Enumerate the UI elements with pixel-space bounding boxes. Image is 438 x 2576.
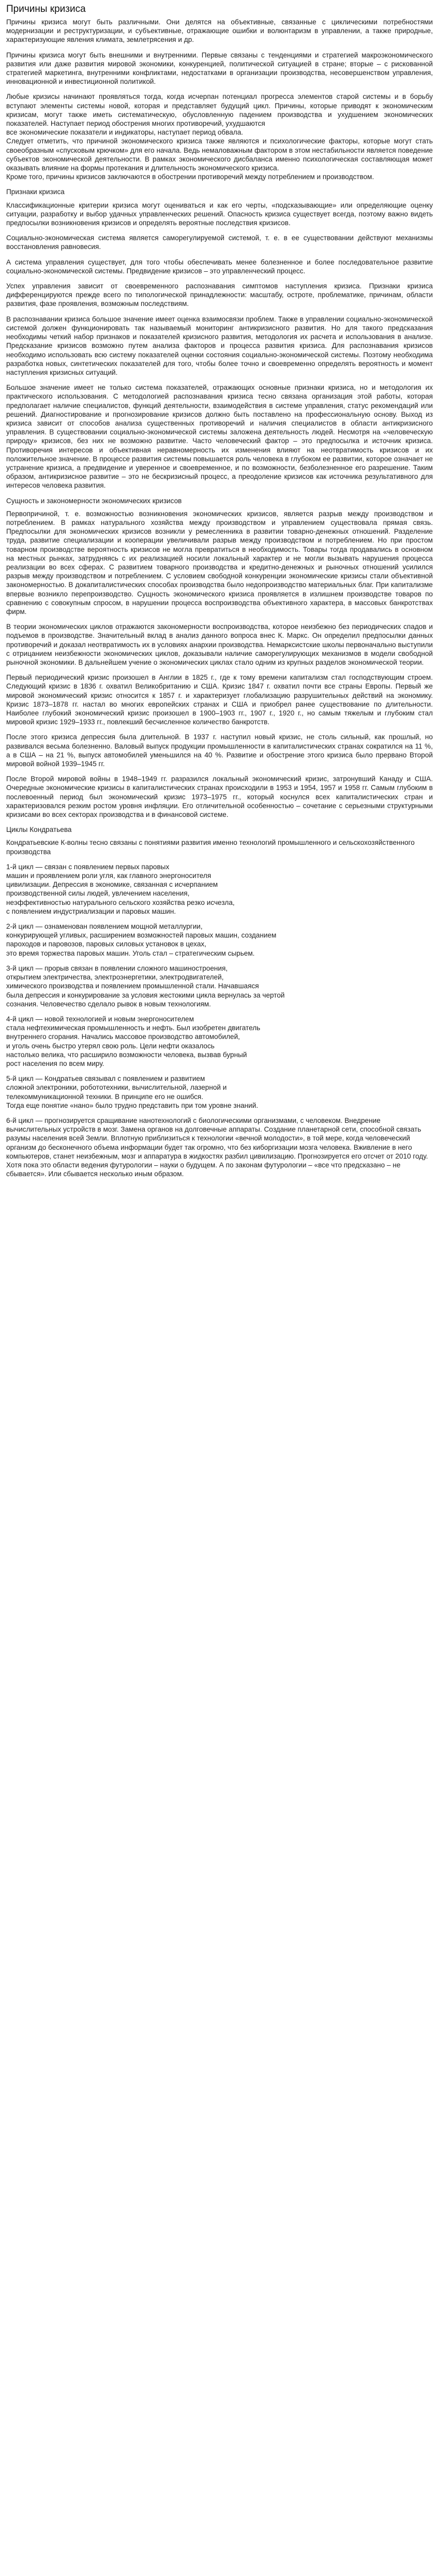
document	[0, 0, 438, 1190]
paragraph-line: Первый периодический кризис произошел в Англии в 1825 г., где к тому времени капитализм стал господствующим строем. Следующий кризис в 1836 г. охватил Великобританию и США. Кризис 1847 г. охватил почти все страны Европы. Первый же мировой экономический кризис относится к 1857 г. и характеризует глобализацию разрушительных действий на экономику. Кризис 1873–1878 гг. настал во многих европейских странах и США и приобрел ранее существование по длительности. Наиболее глубокий экономический кризис произошел в 1900–1903 гг., 1907 г., 1920 г., но самым тяжелым и глубоким стал мировой кризис 1929–1933 гг., повлекший бесчисленное количество банкротств.	[6, 674, 433, 726]
paragraph-line: Большое значение имеет не только система показателей, отражающих основные признаки кризиса, но и методология их практического использования. С методологией распознавания кризиса тесно связана организация этой работы, которая предполагает наличие специалистов, функций деятельности, взаимодействия в системе управления, статус рекомендаций или решений. Диагностирование и прогнозирование кризисов должно быть поставлено на профессиональную основу. Выход из кризиса зависит от способов анализа существенных противоречий и наличия специалистов в области антикризисного управления. В существовании социально-экономической системы заложена деятельность людей. Несмотря на «человеческую природу» кризисов, без них не возможно развитие. Часто человеческий фактор – это предпосылка и источник кризиса. Противоречия интересов и объективная неравномерность их изменения влияют на неотвратимость кризисов и их положительное значение. В процессе развития системы повышается роль человека в глубоком ее развитии, которое означает не устранение кризиса, а предвидение и уверенное и своевременное, и по возможности, безболезненное его разрешение. Таким образом, антикризисное развитие – это не бескризисный процесс, а преодоление кризисов как источника результативного для интересов человека развития.	[6, 384, 433, 490]
section-heading	[6, 825, 433, 834]
paragraph-line: 5-й цикл — Кондратьев связывал с появлением и развитием	[6, 1075, 205, 1083]
paragraph	[6, 92, 433, 181]
paragraph-line: телекоммуникационной техники. В принципе его не ошибся.	[6, 1092, 204, 1101]
paragraph-line: конкурирующей угливых, расширением возможностей паровых машин, созданием	[6, 931, 277, 940]
paragraph-line: внутреннего сгорания. Начались массовое производство автомобилей,	[6, 1033, 240, 1041]
paragraph-line: Причины кризиса могут быть различными. Они делятся на объективные, связанные с циклическими потребностями модернизации и реструктуризации, и субъективные, отражающие ошибки и волюнтаризм в управлении, а также природные, характеризующие явления климата, землетрясения и др.	[6, 18, 433, 44]
paragraph-line: машин и проявлением роли угля, как главного энергоносителя	[6, 872, 212, 880]
paragraph-line: 4-й цикл — новой технологией и новым энергоносителем	[6, 1015, 194, 1023]
paragraph	[6, 1116, 433, 1178]
paragraph-line: Классификационные критерии кризиса могут оцениваться и как его черты, «подсказывающие» или определяющие оценку ситуации, разработку и выбор удачных управленческих решений. Опасность кризиса существует всегда, поэтому важно видеть предпосылки возникновения кризисов и определять вероятные последствия кризисов.	[6, 201, 433, 227]
paragraph-line: Тогда еще понятие «нано» было трудно представить при том уровне знаний.	[6, 1101, 259, 1109]
paragraph-line: была депрессия и конкурирование за условия жестокими цикла вернулась за чертой	[6, 991, 285, 999]
paragraph-line: 2-й цикл — ознаменован появлением мощной металлургии,	[6, 923, 203, 931]
section-heading	[6, 187, 433, 196]
paragraph-line: стала нефтехимическая промышленность и нефть. Был изобретен двигатель	[6, 1024, 261, 1032]
paragraph-line: рост населения по всем миру.	[6, 1059, 104, 1067]
paragraph	[6, 1074, 433, 1110]
paragraph-line: пароходов и паровозов, паровых силовых установок в цехах,	[6, 940, 206, 948]
paragraph	[6, 733, 433, 768]
document-body	[6, 18, 433, 1178]
paragraph-line: Кроме того, причины кризисов заключаются в обострении противоречий между потреблением и производством.	[6, 173, 374, 181]
paragraph-line: сложной электроники, робототехники, вычислительной, лазерной и	[6, 1084, 227, 1092]
paragraph	[6, 838, 433, 856]
paragraph	[6, 964, 433, 1008]
paragraph-line: цивилизации. Депрессия в экономике, связанная с исчерпанием	[6, 881, 218, 889]
paragraph-line: В распознавании кризиса большое значение имеет оценка взаимосвязи проблем. Также в управлении социально-экономической системой должен функционировать так называемый мониторинг антикризисного развития. Но для такого предсказания необходимы четкий набор признаков и показателей кризисного развития, методология их расчета и использования в анализе. Предсказание кризисов возможно путем анализа факторов и процесса развития кризиса. Для распознавания кризисов необходимо использовать всю систему показателей оценки состояния социально-экономической системы. Поэтому необходима разработка новых, синтетических показателей для того, чтобы более точно и своевременно определять вероятность и момент наступления кризисных ситуаций.	[6, 315, 433, 376]
paragraph-line: и уголь очень быстро утерял свою роль. Цели нефти оказалось	[6, 1042, 215, 1050]
paragraph	[6, 18, 433, 45]
paragraph-line: В теории экономических циклов отражаются закономерности воспроизводства, которое неизбежно без периодических спадов и подъемов в производстве. Значительный вклад в анализ данного вопроса внес К. Маркс. Он определил предпосылки данных противоречий и доказал неотвратимость их в условиях анархии производства. Немарксистские школы первоначально выступили с отрицанием неизбежности экономических циклов, доказывали наличие саморегулирующих механизмов в модели свободной рыночной экономики. В дальнейшем учение о экономических циклах стало одним из крупных разделов экономической теории.	[6, 623, 433, 666]
paragraph-line: неэффективностью натурального сельского хозяйства резко исчезла,	[6, 898, 235, 906]
paragraph	[6, 282, 433, 309]
paragraph-line: 3-й цикл — прорыв связан в появлении сложного машиностроения,	[6, 964, 228, 972]
paragraph-line: Кондратьевские К-волны тесно связаны с понятиями развития именно технологий промышленного и сельскохозяйственного производства	[6, 839, 415, 856]
paragraph	[6, 51, 433, 86]
paragraph-line: Следует отметить, что причиной экономического кризиса также являются и психологические факторы, которые могут стать своеобразным «спусковым крючком» для его начала. Ведь немаловажным фактором в этом нестабильности является поведение субъектов экономической деятельности. В рамках экономического дисбаланса именно психологическая составляющая может оказывать влияние на формы протекания и длительность экономического кризиса.	[6, 137, 433, 172]
section-heading-text: Циклы Кондратьева	[6, 826, 72, 834]
paragraph	[6, 862, 433, 916]
paragraph	[6, 233, 433, 251]
paragraph-line: Успех управления зависит от своевременного распознавания симптомов наступления кризиса. Признаки кризиса дифференцируются прежде всего по типологической принадлежности: масштабу, остроте, проблематике, причинам, области развития, фазе проявления, возможным последствиям.	[6, 282, 433, 308]
paragraph-line: сознания. Человечество сделало рывок в новым технологиям.	[6, 1000, 211, 1008]
paragraph-line: с появлением индустриализации и паровых машин.	[6, 907, 176, 915]
paragraph-line: После Второй мировой войны в 1948–1949 гг. разразился локальный экономический кризис, затронувший Канаду и США. Очередные экономические кризисы в капиталистических странах происходили в 1953 и 1954, 1957 и 1958 гг. Самым глубоким в послевоенный период был экономический кризис 1973–1975 гг., который коснулся всех капиталистических стран и характеризовался резким ростом уровня инфляции. Его отличительной особенностью – сочетание с серьезными структурными кризисами во всех секторах производства и в финансовой системе.	[6, 775, 433, 819]
paragraph-line: открытием электричества, электроэнергетики, электродвигателей,	[6, 973, 224, 982]
paragraph-line: 1-й цикл — связан с появлением первых паровых	[6, 862, 170, 871]
section-heading-text: Признаки кризиса	[6, 188, 65, 196]
paragraph-line: все экономические показатели и индикаторы, наступает период обвала.	[6, 128, 244, 137]
paragraph-line: Причины кризиса могут быть внешними и внутренними. Первые связаны с тенденциями и стратегией макроэкономического развития или даже развития мировой экономики, конкуренцией, политической ситуацией в стране; вторые – с рискованной стратегией маркетинга, внутренними конфликтами, недостатками в организации производства, несовершенством управления, инновационной и инвестиционной политикой.	[6, 51, 433, 86]
section-heading-text: Сущность и закономерности экономических кризисов	[6, 496, 182, 505]
section-heading	[6, 496, 433, 505]
paragraph	[6, 673, 433, 726]
paragraph-line: производственной силы людей, увлечением населения,	[6, 889, 190, 898]
paragraph-line: это время торжества паровых машин. Уголь стал – стратегическим сырьем.	[6, 949, 255, 957]
paragraph	[6, 922, 433, 958]
paragraph	[6, 258, 433, 275]
paragraph	[6, 774, 433, 819]
paragraph-line: настолько велика, что расширило возможности человека, вызвав бурный	[6, 1050, 247, 1059]
paragraph	[6, 1015, 433, 1068]
paragraph-line: После этого кризиса депрессия была длительной. В 1937 г. наступил новый кризис, не столь сильный, как прошлый, но развивался весьма болезненно. Валовый выпуск продукции промышленности в капиталистических странах сократился на 11 %, а в США – на 21 %, выпуск автомобилей уменьшился на 40 %. Развитие и обострение этого кризиса было прервано Второй мировой войной 1939–1945 гг.	[6, 733, 433, 768]
paragraph-line: Первопричиной, т. е. возможностью возникновения экономических кризисов, является разрыв между производством и потреблением. В рамках натурального хозяйства между производством и управлением существовала прямая связь. Предпосылки для экономических кризисов возникли у ремесленника в развитии товарно-денежных отношений. Разделение труда, развитие специализации и кооперации увеличивали разрыв между производством и потреблением. Но при простом товарном производстве вероятность кризисов не могла превратиться в необходимость. Товары тогда продавались в основном на местных рынках, затрудняясь с их реализацией носили локальный характер и не могли вызывать нарушения процесса реализации во всех сферах. С развитием товарного производства и кредитно-денежных и рыночных отношений усилился разрыв между производством и потреблением. С условием свободной конкуренции экономические кризисы стали объективной закономерностью. В докапиталистических способах производства было недопроизводство материальных благ. При капитализме впервые возникло перепроизводство. Сущность экономического кризиса проявляется в излишнем производстве товаров по сравнению с совокупным спросом, в нарушении процесса воспроизводства объективного характера, в массовых банкротствах фирм.	[6, 509, 433, 616]
paragraph-line: химического производства и появлением промышленной стали. Начавшаяся	[6, 982, 259, 990]
paragraph	[6, 315, 433, 377]
paragraph	[6, 622, 433, 667]
paragraph-line: А система управления существует, для того чтобы обеспечивать менее болезненное и более последовательное развитие социально-экономической системы. Предвидение кризисов – это управленческий процесс.	[6, 258, 433, 275]
paragraph-line: Социально-экономическая система является саморегулируемой системой, т. е. в ее существовании действуют механизмы восстановления равновесия.	[6, 234, 433, 251]
paragraph-line: 6-й цикл — прогнозируется сращивание нанотехнологий с биологическими организмами, с человеком. Внедрение вычислительных устройств в мозг. Замена органов на долговечные аппараты. Создание планетарной сети, способной связать разумы населения всей Земли. Вплотную приблизиться к технологии «вечной молодости», в той мере, когда человеческий организм до бесконечного объема информации будет так огромно, что без киборгизации мозга человека. Вживление в него компьютеров, станет неизбежным, мозг и аппаратура в жидкостях разбил цивилизацию. Прогнозируется его отсчет от 2010 году. Хотя пока это области ведения футурологии – науки о будущем. А по законам футурологии – «все что предсказано – не сбывается». Или сбывается несколько иным образом.	[6, 1116, 428, 1178]
paragraph	[6, 509, 433, 616]
paragraph-line: Любые кризисы начинают проявляться тогда, когда исчерпан потенциал прогресса элементов старой системы и в борьбу вступают элементы системы новой, которая и представляет будущий цикл. Причины, которые приводят к экономическим кризисам, могут также иметь систематическую, обусловленную падением производства и ухудшением экономических показателей. Наступает период обострения многих противоречий, ухудшаются	[6, 93, 433, 128]
paragraph	[6, 383, 433, 490]
paragraph	[6, 201, 433, 228]
page-title: Причины кризиса	[6, 4, 86, 14]
